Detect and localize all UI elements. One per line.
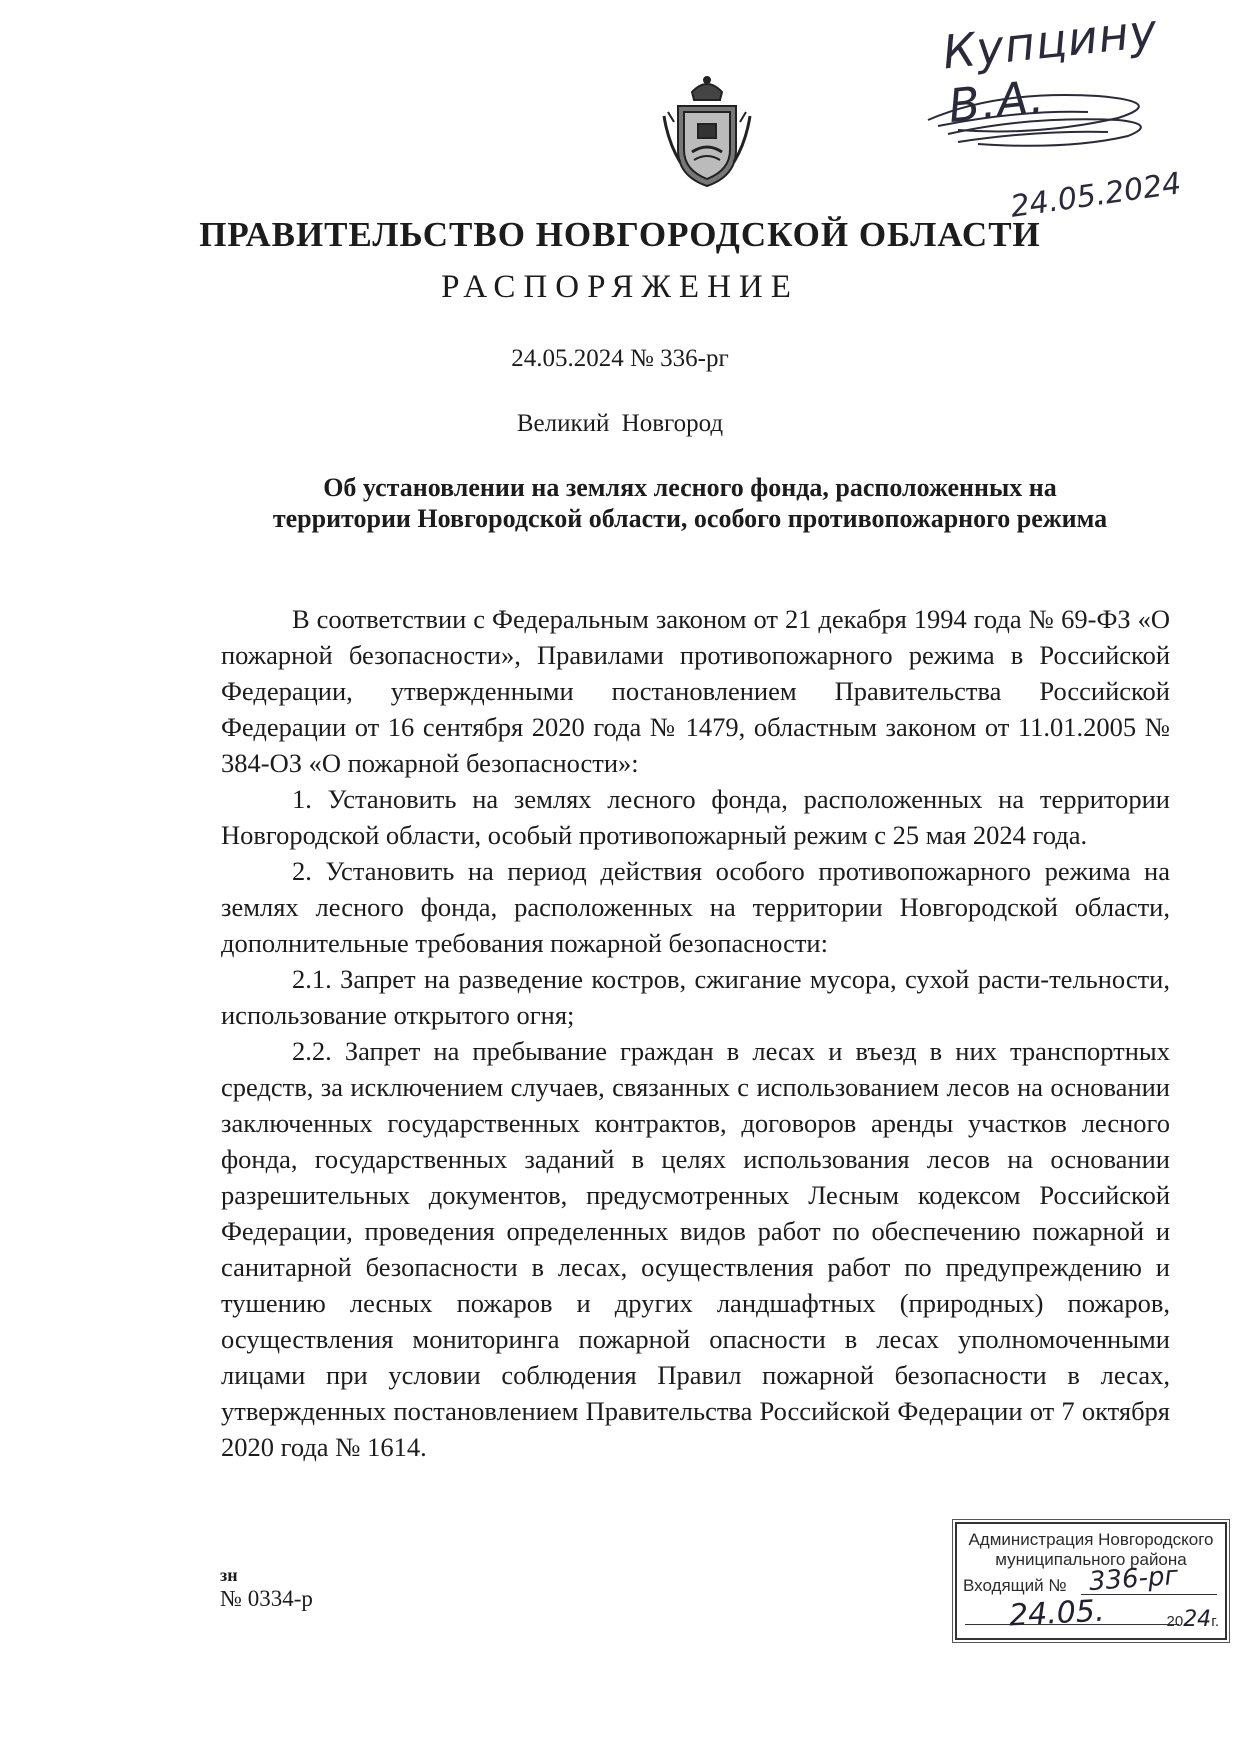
stamp-org-line-2: муниципального района (995, 1550, 1187, 1569)
document-type: РАСПОРЯЖЕНИЕ (441, 269, 799, 305)
footer-executor-block (220, 1563, 313, 1611)
subject-line-1: Об установлении на землях лесного фонда, расположенных на (323, 473, 1057, 502)
stamp-year (1167, 1607, 1220, 1632)
item-1-paragraph: 1. Установить на землях лесного фонда, расположенных на территории Новгородской области, особый противопожарный режим с 25 мая 2024 года. (221, 784, 1170, 850)
document-body (221, 601, 1170, 1465)
document-subject (200, 472, 1180, 534)
stamp-year-label: г. (1211, 1613, 1219, 1630)
internal-number: № 0334-р (220, 1586, 313, 1611)
handwritten-date: 24.05.2024 (1008, 166, 1184, 225)
stamp-received-date: 24.05. (1008, 1593, 1106, 1634)
item-2-1-paragraph: 2.1. Запрет на разведение костров, сжигание мусора, сухой расти-тельности, использование открытого огня; (221, 964, 1170, 1030)
stamp-incoming-label: Входящий № (963, 1576, 1067, 1595)
executor-initials: зн (220, 1565, 238, 1585)
handwritten-addressee: Купцину В.А. (940, 3, 1161, 134)
item-2-paragraph: 2. Установить на период действия особого противопожарного режима на землях лесного фонда, расположенных на территории Новгородской области, дополнительные требования пожарной безопасности: (221, 856, 1170, 958)
stamp-year-suffix: 24 (1183, 1607, 1212, 1632)
stamp-org-line-1: Администрация Новгородского (968, 1530, 1214, 1549)
stamp-incoming-number: 336-рг (1088, 1560, 1180, 1598)
document-date-number: 24.05.2024 № 336-рг (511, 345, 729, 372)
signature-icon (918, 60, 1178, 170)
item-2-2-paragraph: 2.2. Запрет на пребывание граждан в лесах и въезд в них транспортных средств, за исключением случаев, связанных с использованием лесов на основании заключенных государственных контрактов, договоров аренды участков лесного фонда, государственных заданий в целях использования лесов на основании разрешительных документов, предусмотренных Лесным кодексом Российской Федерации, проведения определенных видов работ по обеспечению пожарной и санитарной безопасности в лесах, осуществления работ по предупреждению и тушению лесных пожаров и других ландшафтных (природных) пожаров, осуществления мониторинга пожарной опасности в лесах уполномоченными лицами при условии соблюдения Правил пожарной безопасности в лесах, утвержденных постановлением Правительства Российской Федерации от 7 октября 2020 года № 1614. (221, 1036, 1170, 1462)
coat-of-arms-icon (658, 72, 756, 190)
document-city: Великий Новгород (516, 410, 724, 437)
stamp-year-prefix: 20 (1166, 1613, 1184, 1630)
preamble-paragraph: В соответствии с Федеральным законом от 21 декабря 1994 года № 69-ФЗ «О пожарной безопасности», Правилами противопожарного режима в Российской Федерации, утвержденными постановлением Правительства Российской Федерации от 16 сентября 2020 года № 1479, областным законом от 11.01.2005 № 384-ОЗ «О пожарной безопасности»: (221, 604, 1170, 778)
organization-title: ПРАВИТЕЛЬСТВО НОВГОРОДСКОЙ ОБЛАСТИ (199, 215, 1041, 254)
registration-stamp (955, 1522, 1227, 1640)
subject-line-2: территории Новгородской области, особого противопожарного режима (272, 504, 1108, 533)
